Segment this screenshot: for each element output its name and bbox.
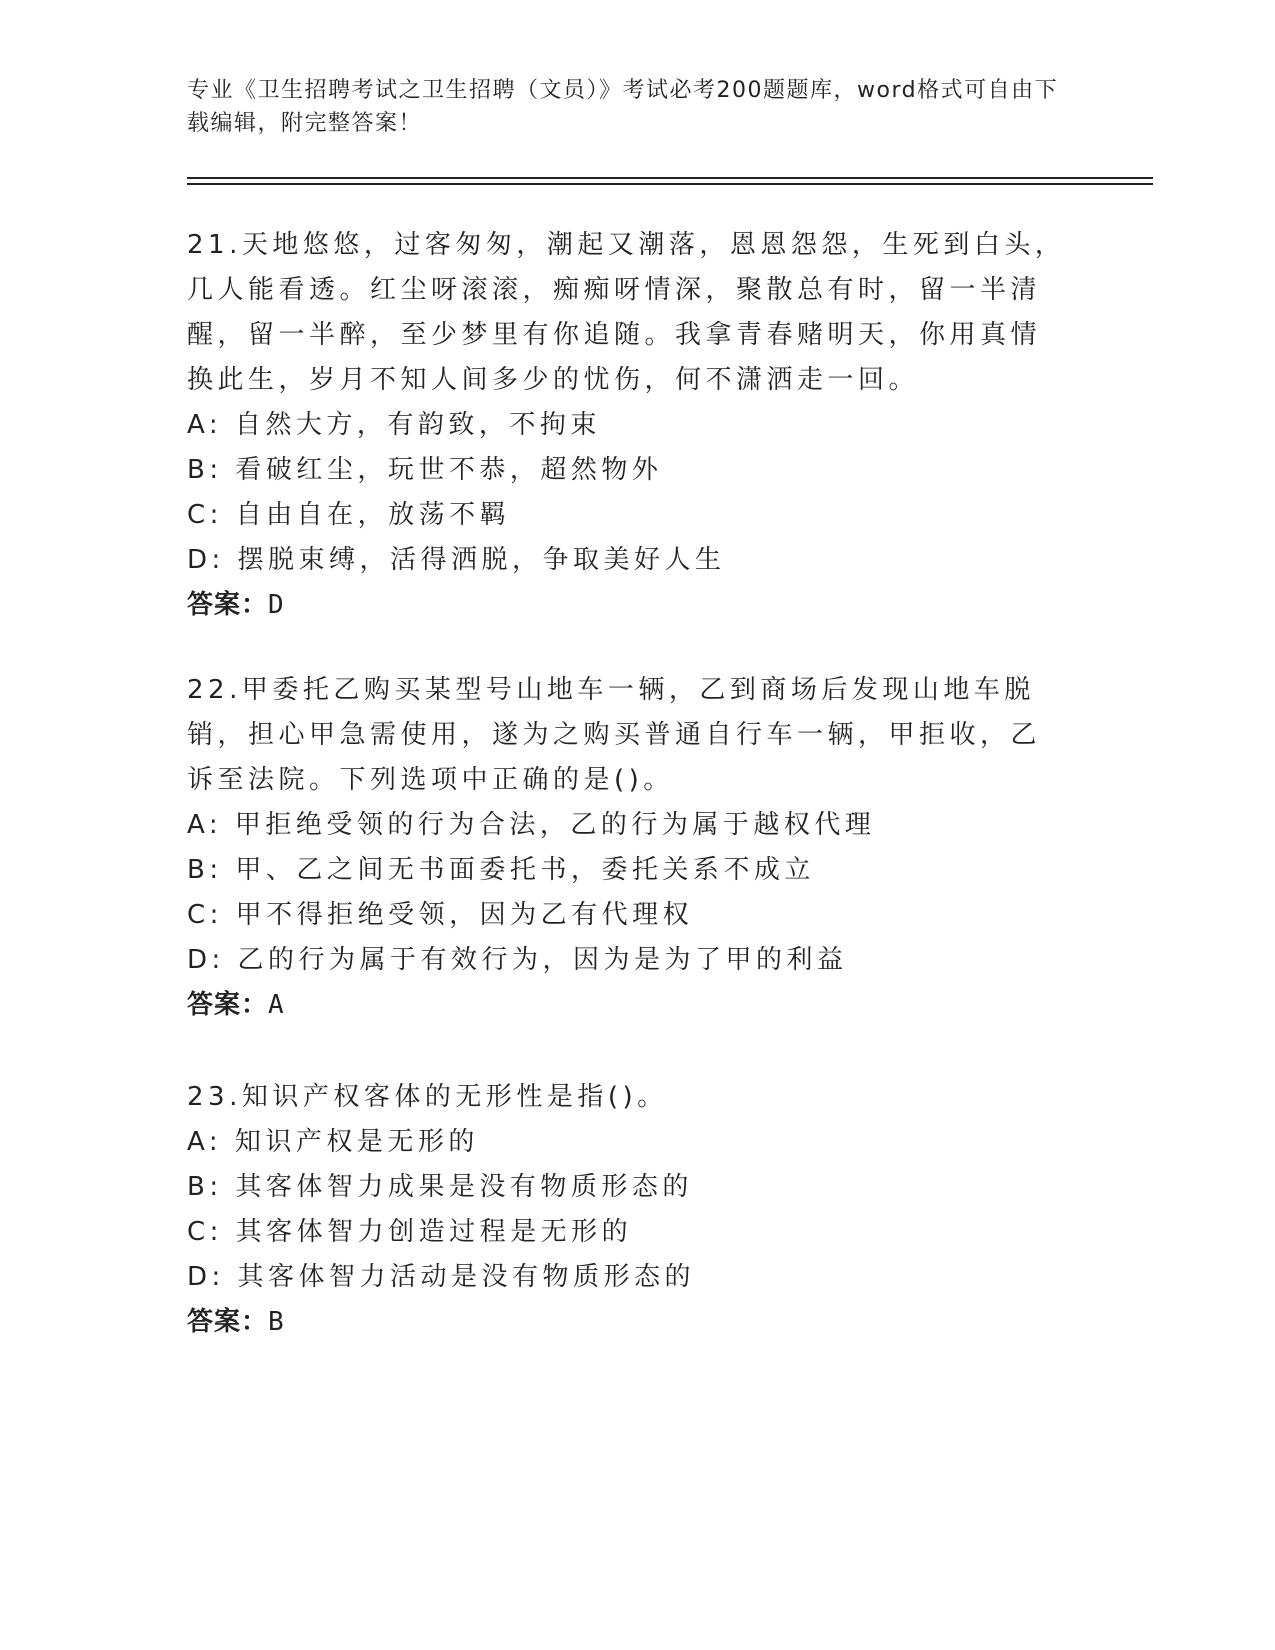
option-a: A: 甲拒绝受领的行为合法，乙的行为属于越权代理 xyxy=(187,810,876,840)
option-d: D: 摆脱束缚，活得洒脱，争取美好人生 xyxy=(187,545,726,575)
option-a: A: 知识产权是无形的 xyxy=(187,1127,479,1157)
header-divider xyxy=(187,177,1153,179)
question-22 xyxy=(187,668,1067,1028)
option-d: D: 其客体智力活动是没有物质形态的 xyxy=(187,1262,696,1292)
option-b: B: 看破红尘，玩世不恭，超然物外 xyxy=(187,455,663,485)
question-23 xyxy=(187,1075,1067,1345)
option-c: C: 其客体智力创造过程是无形的 xyxy=(187,1217,633,1247)
answer-value: D xyxy=(268,590,285,620)
question-stem: 21.天地悠悠，过客匆匆，潮起又潮落，恩恩怨怨，生死到白头，几人能看透。红尘呀滚滚，痴痴呀情深，聚散总有时，留一半清醒，留一半醉，至少梦里有你追随。我拿青春赌明天，你用真情换此生，岁月不知人间多少的忧伤，何不潇洒走一回。 xyxy=(187,230,1066,395)
answer-line xyxy=(187,983,1067,1028)
option-b: B: 甲、乙之间无书面委托书，委托关系不成立 xyxy=(187,855,815,885)
answer-line xyxy=(187,583,1067,628)
question-stem: 22.甲委托乙购买某型号山地车一辆，乙到商场后发现山地车脱销，担心甲急需使用，遂为之购买普通自行车一辆，甲拒收，乙诉至法院。下列选项中正确的是()。 xyxy=(187,675,1042,795)
answer-line xyxy=(187,1300,1067,1345)
answer-value: B xyxy=(268,1307,285,1337)
header-divider-second xyxy=(187,183,1153,185)
answer-label: 答案： xyxy=(187,590,269,620)
option-d: D: 乙的行为属于有效行为，因为是为了甲的利益 xyxy=(187,945,848,975)
document-header: 专业《卫生招聘考试之卫生招聘（文员）》考试必考200题题库，word格式可自由下载编辑，附完整答案！ xyxy=(187,78,1059,136)
answer-value: A xyxy=(268,990,285,1020)
option-a: A: 自然大方，有韵致，不拘束 xyxy=(187,410,601,440)
option-c: C: 自由自在，放荡不羁 xyxy=(187,500,511,530)
option-c: C: 甲不得拒绝受领，因为乙有代理权 xyxy=(187,900,694,930)
answer-label: 答案： xyxy=(187,1307,269,1337)
answer-label: 答案： xyxy=(187,990,269,1020)
question-21 xyxy=(187,223,1067,628)
question-stem: 23.知识产权客体的无形性是指()。 xyxy=(187,1082,668,1112)
option-b: B: 其客体智力成果是没有物质形态的 xyxy=(187,1172,693,1202)
